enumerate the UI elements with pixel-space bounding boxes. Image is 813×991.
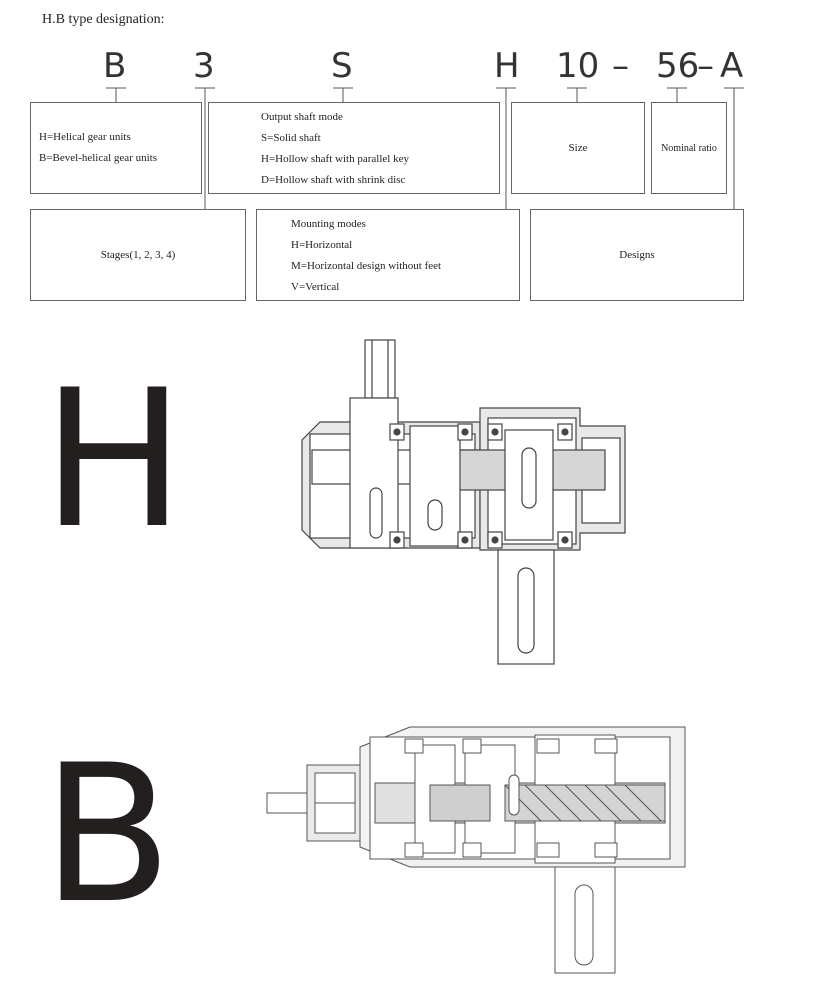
output-shaft-hollow-key: H=Hollow shaft with parallel key — [261, 153, 409, 165]
code-dash-1: – — [612, 46, 629, 86]
code-type: B — [103, 46, 127, 86]
code-stages: 3 — [193, 46, 215, 86]
bevel-letter: B — [42, 724, 173, 945]
helical-letter: H — [42, 349, 185, 570]
size-label: Size — [568, 141, 588, 154]
designs-box — [530, 209, 744, 301]
code-size: 10 — [556, 46, 600, 86]
mounting-no-feet: M=Horizontal design without feet — [291, 260, 442, 272]
output-shaft-heading: Output shaft mode — [261, 111, 343, 123]
mounting-vertical: V=Vertical — [291, 281, 340, 293]
output-shaft-hollow-disc: D=Hollow shaft with shrink disc — [261, 174, 406, 186]
mounting-heading: Mounting modes — [291, 218, 366, 230]
size-box — [511, 102, 645, 194]
code-ratio: 56 — [656, 46, 700, 86]
output-shaft-box — [208, 102, 500, 194]
unit-type-bevel: B=Bevel-helical gear units — [39, 152, 157, 164]
page-title: H.B type designation: — [42, 12, 165, 27]
helical-gearbox-drawing — [290, 338, 640, 668]
unit-type-box — [30, 102, 202, 194]
mounting-horizontal: H=Horizontal — [291, 239, 353, 251]
code-mount: H — [494, 46, 520, 86]
nominal-ratio-box — [651, 102, 727, 194]
bevel-helical-gearbox-drawing — [265, 725, 715, 975]
code-shaft: S — [331, 46, 353, 86]
mounting-box — [256, 209, 520, 301]
code-dash-2: – — [697, 46, 714, 86]
designs-label: Designs — [619, 248, 655, 261]
stages-box — [30, 209, 246, 301]
stages-label: Stages(1, 2, 3, 4) — [100, 248, 176, 261]
unit-type-helical: H=Helical gear units — [39, 131, 131, 143]
nominal-ratio-label: Nominal ratio — [661, 142, 717, 154]
code-design: A — [720, 46, 744, 86]
output-shaft-solid: S=Solid shaft — [261, 132, 321, 144]
